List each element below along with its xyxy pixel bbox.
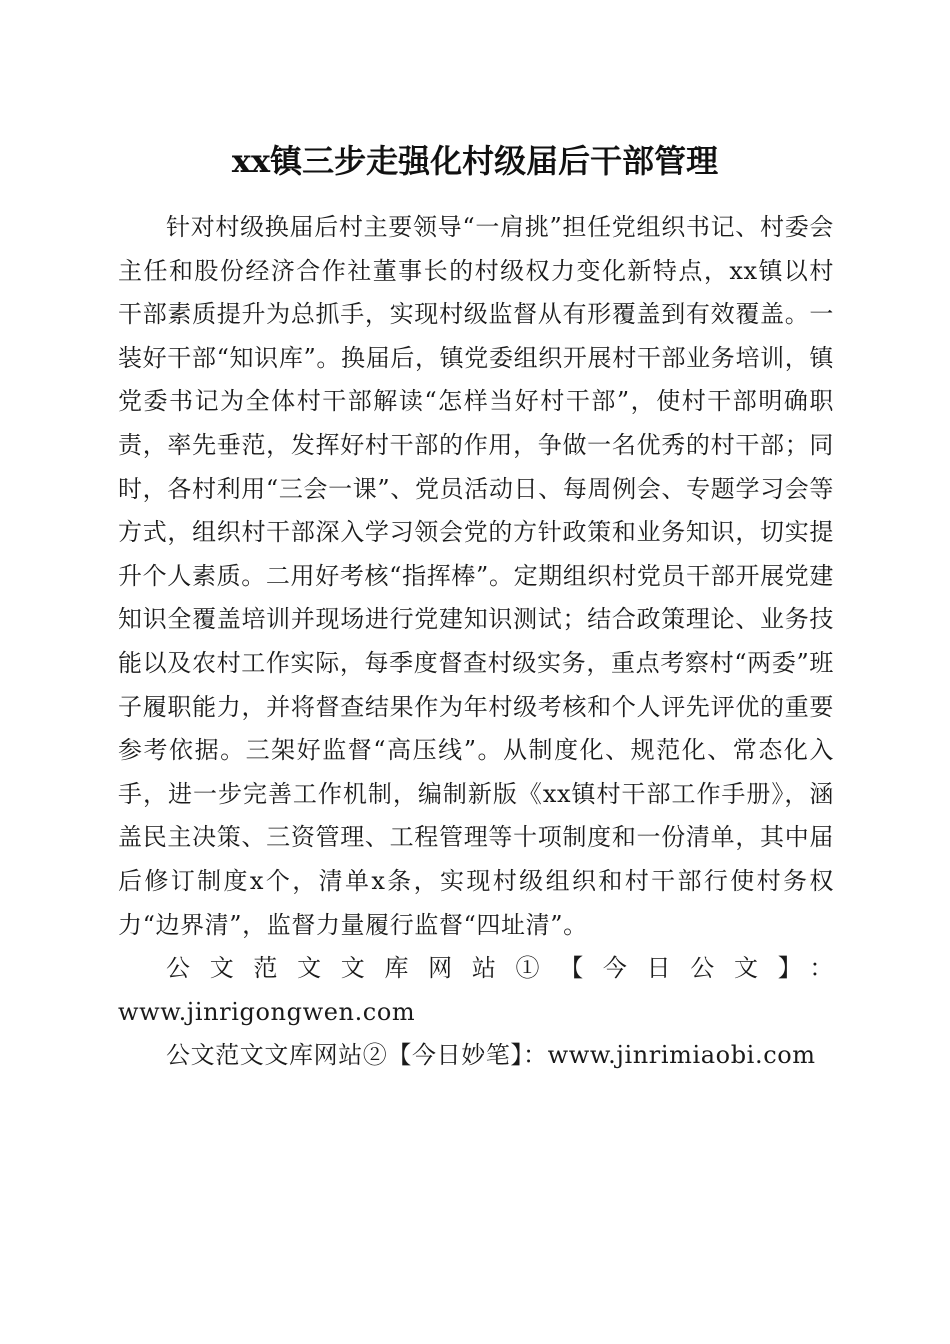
document-body <box>118 206 834 1078</box>
footer-site1 <box>118 947 834 1034</box>
body-paragraph: 针对村级换届后村主要领导“一肩挑”担任党组织书记、村委会主任和股份经济合作社董事长的村级权力变化新特点，xx镇以村干部素质提升为总抓手，实现村级监督从有形覆盖到有效覆盖。一装好干部“知识库”。换届后，镇党委组织开展村干部业务培训，镇党委书记为全体村干部解读“怎样当好村干部”，使村干部明确职责，率先垂范，发挥好村干部的作用，争做一名优秀的村干部；同时，各村利用“三会一课”、党员活动日、每周例会、专题学习会等方式，组织村干部深入学习领会党的方针政策和业务知识，切实提升个人素质。二用好考核“指挥棒”。定期组织村党员干部开展党建知识全覆盖培训并现场进行党建知识测试；结合政策理论、业务技能以及农村工作实际，每季度督查村级实务，重点考察村“两委”班子履职能力，并将督查结果作为年村级考核和个人评先评优的重要参考依据。三架好监督“高压线”。从制度化、规范化、常态化入手，进一步完善工作机制，编制新版《xx镇村干部工作手册》，涵盖民主决策、三资管理、工程管理等十项制度和一份清单，其中届后修订制度x个，清单x条，实现村级组织和村干部行使村务权力“边界清”，监督力量履行监督“四址清”。 <box>118 213 834 939</box>
footer-site1-url: www.jinrigongwen.com <box>118 997 416 1026</box>
document-title: xx镇三步走强化村级届后干部管理 <box>231 142 719 180</box>
footer-site1-label: 公文范文文库网站①【今日公文】： <box>166 954 834 983</box>
footer-site2: 公文范文文库网站②【今日妙笔】：www.jinrimiaobi.com <box>166 1041 816 1070</box>
